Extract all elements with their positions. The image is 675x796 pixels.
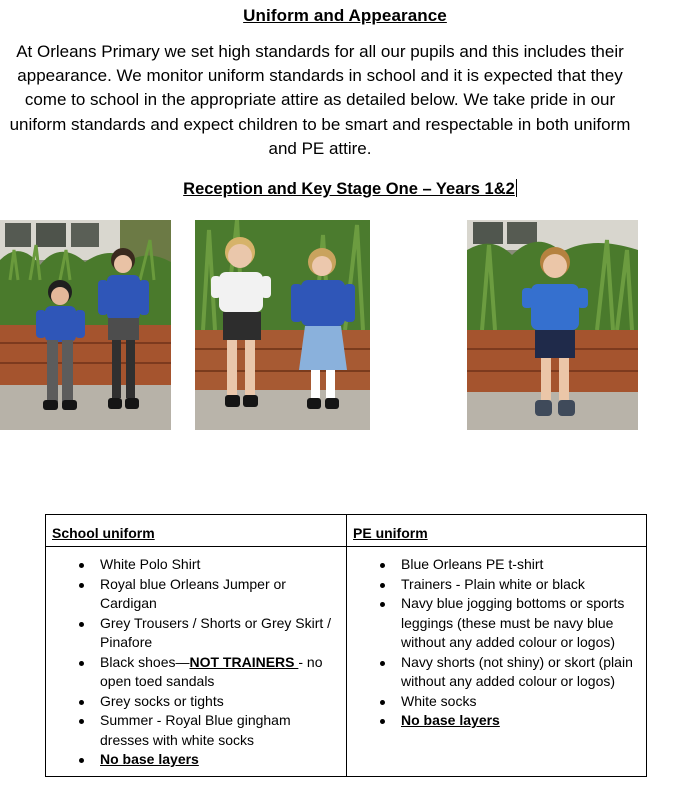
list-item: [401, 575, 640, 595]
item-text: Navy shorts (not shiny) or skort (plain without any added colour or logos): [401, 653, 633, 689]
school-uniform-list: [46, 555, 340, 770]
photo-two-children-school-uniform: [0, 220, 171, 430]
item-text: Grey Trousers / Shorts or Grey Skirt / Pinafore: [100, 614, 332, 650]
section-subtitle: [0, 179, 675, 199]
photo-two-children-summer-uniform: [195, 220, 370, 430]
list-item: [100, 750, 340, 770]
item-text: Black shoes—: [100, 653, 190, 670]
item-text: Royal blue Orleans Jumper or Cardigan: [100, 575, 286, 611]
uniform-table: [45, 514, 647, 777]
item-text: - no open toed sandals: [100, 653, 323, 689]
item-text: Summer - Royal Blue gingham dresses with white socks: [100, 712, 291, 748]
emphasis-text: No base layers: [100, 751, 199, 767]
list-item: [401, 653, 640, 692]
text-cursor: [516, 179, 517, 197]
intro-paragraph: At Orleans Primary we set high standards for all our pupils and this includes their appearance. We monitor uniform standards in school and it is expected that they come to school in the appropriate attire as detailed below. We take pride in our uniform standards and expect children to be smart and respectable in both uniform and PE attire.: [9, 42, 631, 158]
list-item: [100, 711, 340, 750]
pe-uniform-header: PE uniform: [347, 515, 647, 547]
item-text: Trainers - Plain white or black: [401, 575, 585, 592]
list-item: [401, 555, 640, 575]
school-uniform-header: School uniform: [46, 515, 347, 547]
pe-uniform-list: [347, 555, 640, 731]
item-text: Grey socks or tights: [100, 692, 224, 709]
list-item: [100, 653, 340, 692]
list-item: [401, 692, 640, 712]
photo-child-pe-uniform: [467, 220, 638, 430]
list-item: [100, 614, 340, 653]
list-item: [100, 575, 340, 614]
school-uniform-cell: [46, 547, 347, 777]
section-subtitle-text: Reception and Key Stage One – Years 1&2: [183, 180, 515, 198]
list-item: [401, 711, 640, 731]
item-text: Navy blue jogging bottoms or sports leggings (these must be navy blue without any added colour or logos): [401, 595, 625, 650]
item-text: White socks: [401, 692, 477, 709]
list-item: [401, 594, 640, 653]
pe-uniform-cell: [347, 547, 647, 777]
list-item: [100, 555, 340, 575]
emphasis-text: No base layers: [401, 712, 500, 728]
item-text: Blue Orleans PE t-shirt: [401, 556, 544, 572]
emphasis-text: NOT TRAINERS: [189, 653, 299, 670]
page-title: Uniform and Appearance: [243, 6, 447, 25]
item-text: White Polo Shirt: [100, 556, 201, 572]
list-item: [100, 692, 340, 712]
